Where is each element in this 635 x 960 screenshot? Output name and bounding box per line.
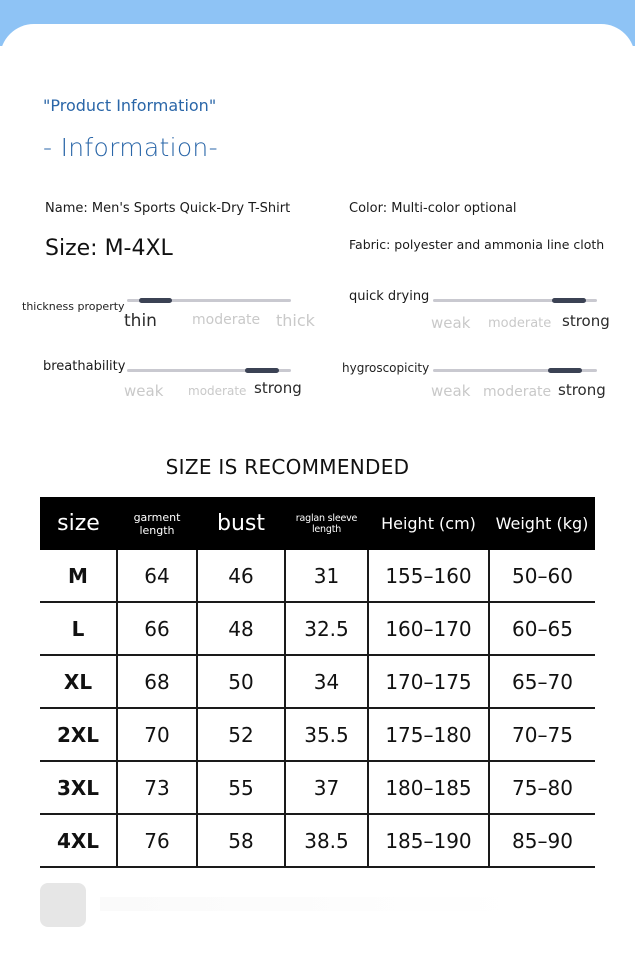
cell-garment-length: 76 (117, 814, 197, 867)
breathability-option-weak: weak (124, 382, 164, 400)
thickness-label: thickness property (22, 300, 125, 313)
cell-weight: 85–90 (489, 814, 595, 867)
quick-drying-option-moderate: moderate (488, 316, 552, 331)
cell-raglan-sleeve-length: 38.5 (285, 814, 368, 867)
breathability-option-moderate: moderate (188, 384, 247, 398)
cell-garment-length: 66 (117, 602, 197, 655)
thickness-option-moderate: moderate (192, 312, 261, 328)
cell-height: 170–175 (368, 655, 489, 708)
cell-size: 3XL (40, 761, 117, 814)
cell-garment-length: 68 (117, 655, 197, 708)
product-size-range: Size: M-4XL (45, 236, 173, 261)
breathability-option-strong: strong (254, 379, 302, 397)
cell-bust: 52 (197, 708, 285, 761)
quick-drying-option-weak: weak (431, 314, 471, 332)
cell-weight: 50–60 (489, 550, 595, 602)
table-row (40, 708, 595, 761)
table-row (40, 814, 595, 867)
product-color: Color: Multi-color optional (349, 201, 517, 216)
product-fabric: Fabric: polyester and ammonia line cloth (349, 237, 605, 252)
size-table-header-row (40, 497, 595, 550)
cell-height: 175–180 (368, 708, 489, 761)
hygroscopicity-option-weak: weak (431, 382, 471, 400)
header-height: Height (cm) (368, 497, 489, 550)
cell-height: 160–170 (368, 602, 489, 655)
faded-footer-strip (100, 897, 520, 911)
cell-size: 2XL (40, 708, 117, 761)
breathability-indicator (245, 368, 279, 373)
cell-size: L (40, 602, 117, 655)
quick-drying-indicator (552, 298, 586, 303)
thickness-indicator (139, 298, 172, 303)
breathability-label: breathability (43, 359, 126, 374)
header-size: size (40, 497, 117, 550)
cell-bust: 48 (197, 602, 285, 655)
cell-size: M (40, 550, 117, 602)
faded-thumbnail (40, 883, 86, 927)
thickness-option-thick: thick (276, 311, 315, 330)
cell-weight: 65–70 (489, 655, 595, 708)
table-row (40, 655, 595, 708)
table-row (40, 761, 595, 814)
quick-drying-option-strong: strong (562, 312, 610, 330)
cell-bust: 46 (197, 550, 285, 602)
cell-size: XL (40, 655, 117, 708)
header-bust: bust (197, 497, 285, 550)
cell-raglan-sleeve-length: 34 (285, 655, 368, 708)
cell-height: 185–190 (368, 814, 489, 867)
quick-drying-label: quick drying (349, 289, 430, 304)
table-row (40, 550, 595, 602)
cell-weight: 60–65 (489, 602, 595, 655)
cell-raglan-sleeve-length: 32.5 (285, 602, 368, 655)
size-table-title: SIZE IS RECOMMENDED (165, 455, 410, 479)
cell-garment-length: 64 (117, 550, 197, 602)
hygroscopicity-indicator (548, 368, 582, 373)
cell-bust: 58 (197, 814, 285, 867)
table-row (40, 602, 595, 655)
cell-size: 4XL (40, 814, 117, 867)
header-weight: Weight (kg) (489, 497, 595, 550)
cell-garment-length: 70 (117, 708, 197, 761)
hygroscopicity-option-strong: strong (558, 381, 606, 399)
cell-raglan-sleeve-length: 37 (285, 761, 368, 814)
cell-bust: 50 (197, 655, 285, 708)
header-raglan-sleeve-length: raglan sleeve length (285, 497, 368, 550)
hygroscopicity-option-moderate: moderate (483, 384, 552, 400)
product-name: Name: Men's Sports Quick-Dry T-Shirt (45, 201, 291, 216)
product-information-heading: "Product Information" (43, 96, 217, 115)
cell-garment-length: 73 (117, 761, 197, 814)
hygroscopicity-label: hygroscopicity (342, 361, 430, 375)
cell-height: 180–185 (368, 761, 489, 814)
cell-raglan-sleeve-length: 35.5 (285, 708, 368, 761)
size-table (40, 497, 595, 868)
cell-raglan-sleeve-length: 31 (285, 550, 368, 602)
information-heading: - Information- (43, 133, 218, 162)
header-garment-length: garment length (117, 497, 197, 550)
thickness-option-thin: thin (124, 311, 157, 331)
cell-height: 155–160 (368, 550, 489, 602)
cell-weight: 70–75 (489, 708, 595, 761)
cell-bust: 55 (197, 761, 285, 814)
cell-weight: 75–80 (489, 761, 595, 814)
